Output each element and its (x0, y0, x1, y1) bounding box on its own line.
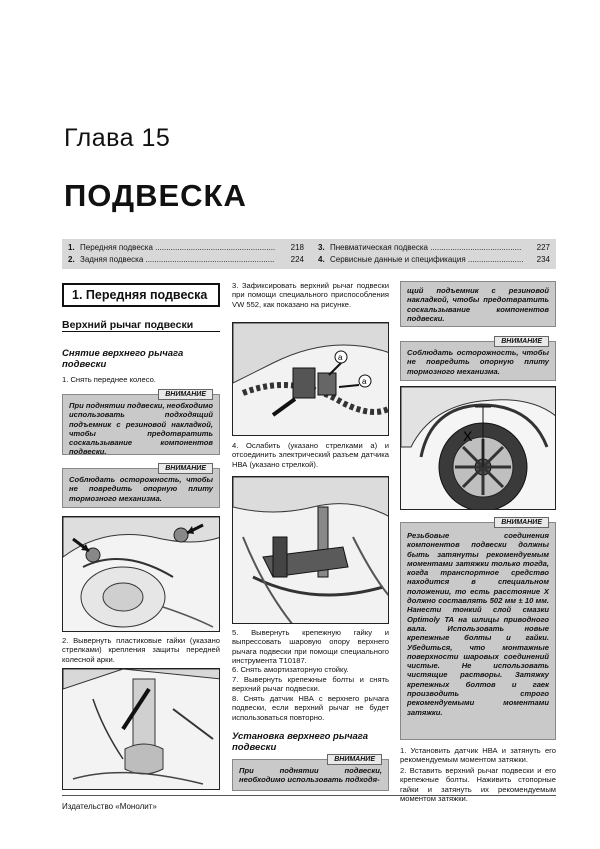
warning-box-3 (232, 756, 389, 791)
warning-box-5 (400, 519, 556, 740)
toc-label: Сервисные данные и спецификация ......................... (330, 255, 524, 264)
step-5: 5. Вывернуть крепежную гайку и выпрессовать шаровую опору верхнего рычага подвески при помощи специального инструмента T10187. (232, 628, 389, 665)
toc-item-2[interactable] (68, 255, 304, 264)
warning-text: При поднятии подвески, необходимо использовать подходя- (239, 766, 382, 785)
toc-item-1[interactable] (68, 243, 304, 252)
warning-text: щий подъемник с резиновой накладкой, чтобы предотвратить соскальзывание компонентов подвески. (407, 286, 549, 323)
label-x: X (463, 428, 473, 444)
footer-divider (62, 795, 556, 796)
table-of-contents (62, 239, 556, 269)
warning-box-2 (62, 465, 220, 508)
step-4: 4. Ослабить (указано стрелками а) и отсоединить электрический разъем датчика НВА (указано стрелкой). (232, 441, 389, 469)
warning-text: Соблюдать осторожность, чтобы не повредить опорную плиту тормозного механизма. (69, 475, 213, 503)
warning-text: Резьбовые соединения компонентов подвески должны быть затянуты рекомендуемым моментами затяжки только тогда, когда транспортное средство находится в специальном положении, то есть расстояние X должно составлять 502 мм ± 10 мм. Нанести тонкий слой смазки Optimoly TA на шлицы приводного вала. Использовать новые крепежные болты и гайки. Убедиться, что монтажные поверхности шаровых соединений чистые. Не использовать чистящие растворы. Затяжку крепежных болтов и гаек производить строго рекомендуемыми моментами затяжки. (407, 531, 549, 717)
toc-label: Пневматическая подвеска ......................................... (330, 243, 522, 252)
subsection-heading: Верхний рычаг подвески (62, 319, 220, 332)
chapter-number: Глава 15 (64, 124, 171, 152)
warning-tag: ВНИМАНИЕ (158, 463, 213, 474)
procedure-heading: Снятие верхнего рычага подвески (62, 348, 184, 370)
label-a: a (362, 377, 367, 386)
page-title: ПОДВЕСКА (64, 178, 247, 213)
warning-box-4 (400, 338, 556, 381)
warning-tag: ВНИМАНИЕ (158, 389, 213, 400)
toc-num: 1. (68, 243, 75, 252)
toc-num: 4. (318, 255, 325, 264)
ball-joint-press-illustration (232, 476, 389, 624)
toc-label: Передняя подвеска ...................................................... (80, 243, 276, 252)
warning-box-1 (62, 391, 220, 457)
step-7: 7. Вывернуть крепежные болты и снять верхний рычаг подвески. (232, 675, 389, 694)
wheel-arch-illustration (62, 516, 220, 632)
install-step-1: 1. Установить датчик НВА и затянуть его рекомендуемым моментом затяжки. (400, 746, 556, 765)
warning-text: При поднятии подвески, необходимо использовать подходящий подъемник с резиновой накладкой, чтобы предотвратить соскальзывание компонентов подвески. (69, 401, 213, 457)
toc-label: Задняя подвеска .......................................................... (80, 255, 275, 264)
wheel-height-illustration (400, 386, 556, 510)
toc-item-4[interactable] (318, 255, 550, 264)
step-2: 2. Вывернуть пластиковые гайки (указано стрелками) крепления защиты передней колесной арки. (62, 636, 220, 664)
install-step-2: 2. Вставить верхний рычаг подвески и его крепежные болты. Наживить стопорные гайки и затянуть их рекомендуемым моментом затяжки. (400, 766, 556, 803)
warning-text: Соблюдать осторожность, чтобы не повредить опорную плиту тормозного механизма. (407, 348, 549, 376)
toc-page: 227 (536, 243, 550, 252)
warning-tag: ВНИМАНИЕ (494, 517, 549, 528)
publisher-footer: Издательство «Монолит» (62, 802, 157, 811)
toc-num: 3. (318, 243, 325, 252)
toc-num: 2. (68, 255, 75, 264)
strut-illustration (62, 668, 220, 790)
toc-item-3[interactable] (318, 243, 550, 252)
section-heading: 1. Передняя подвеска (62, 283, 220, 307)
toc-page: 218 (290, 243, 304, 252)
step-1: 1. Снять переднее колесо. (62, 375, 156, 384)
toc-page: 224 (290, 255, 304, 264)
upper-arm-fixture-illustration (232, 322, 389, 436)
toc-page: 234 (536, 255, 550, 264)
label-a: a (338, 353, 343, 362)
step-6: 6. Снять амортизаторную стойку. (232, 665, 349, 674)
warning-box-3-continued (400, 281, 556, 327)
step-8: 8. Снять датчик НВА с верхнего рычага подвески, если верхний рычаг не будет использоваться повторно. (232, 694, 389, 722)
warning-tag: ВНИМАНИЕ (494, 336, 549, 347)
warning-tag: ВНИМАНИЕ (327, 754, 382, 765)
procedure-heading: Установка верхнего рычага подвески (232, 731, 369, 753)
step-3: 3. Зафиксировать верхний рычаг подвески при помощи специального приспособления VW 552, как показано на рисунке. (232, 281, 389, 309)
